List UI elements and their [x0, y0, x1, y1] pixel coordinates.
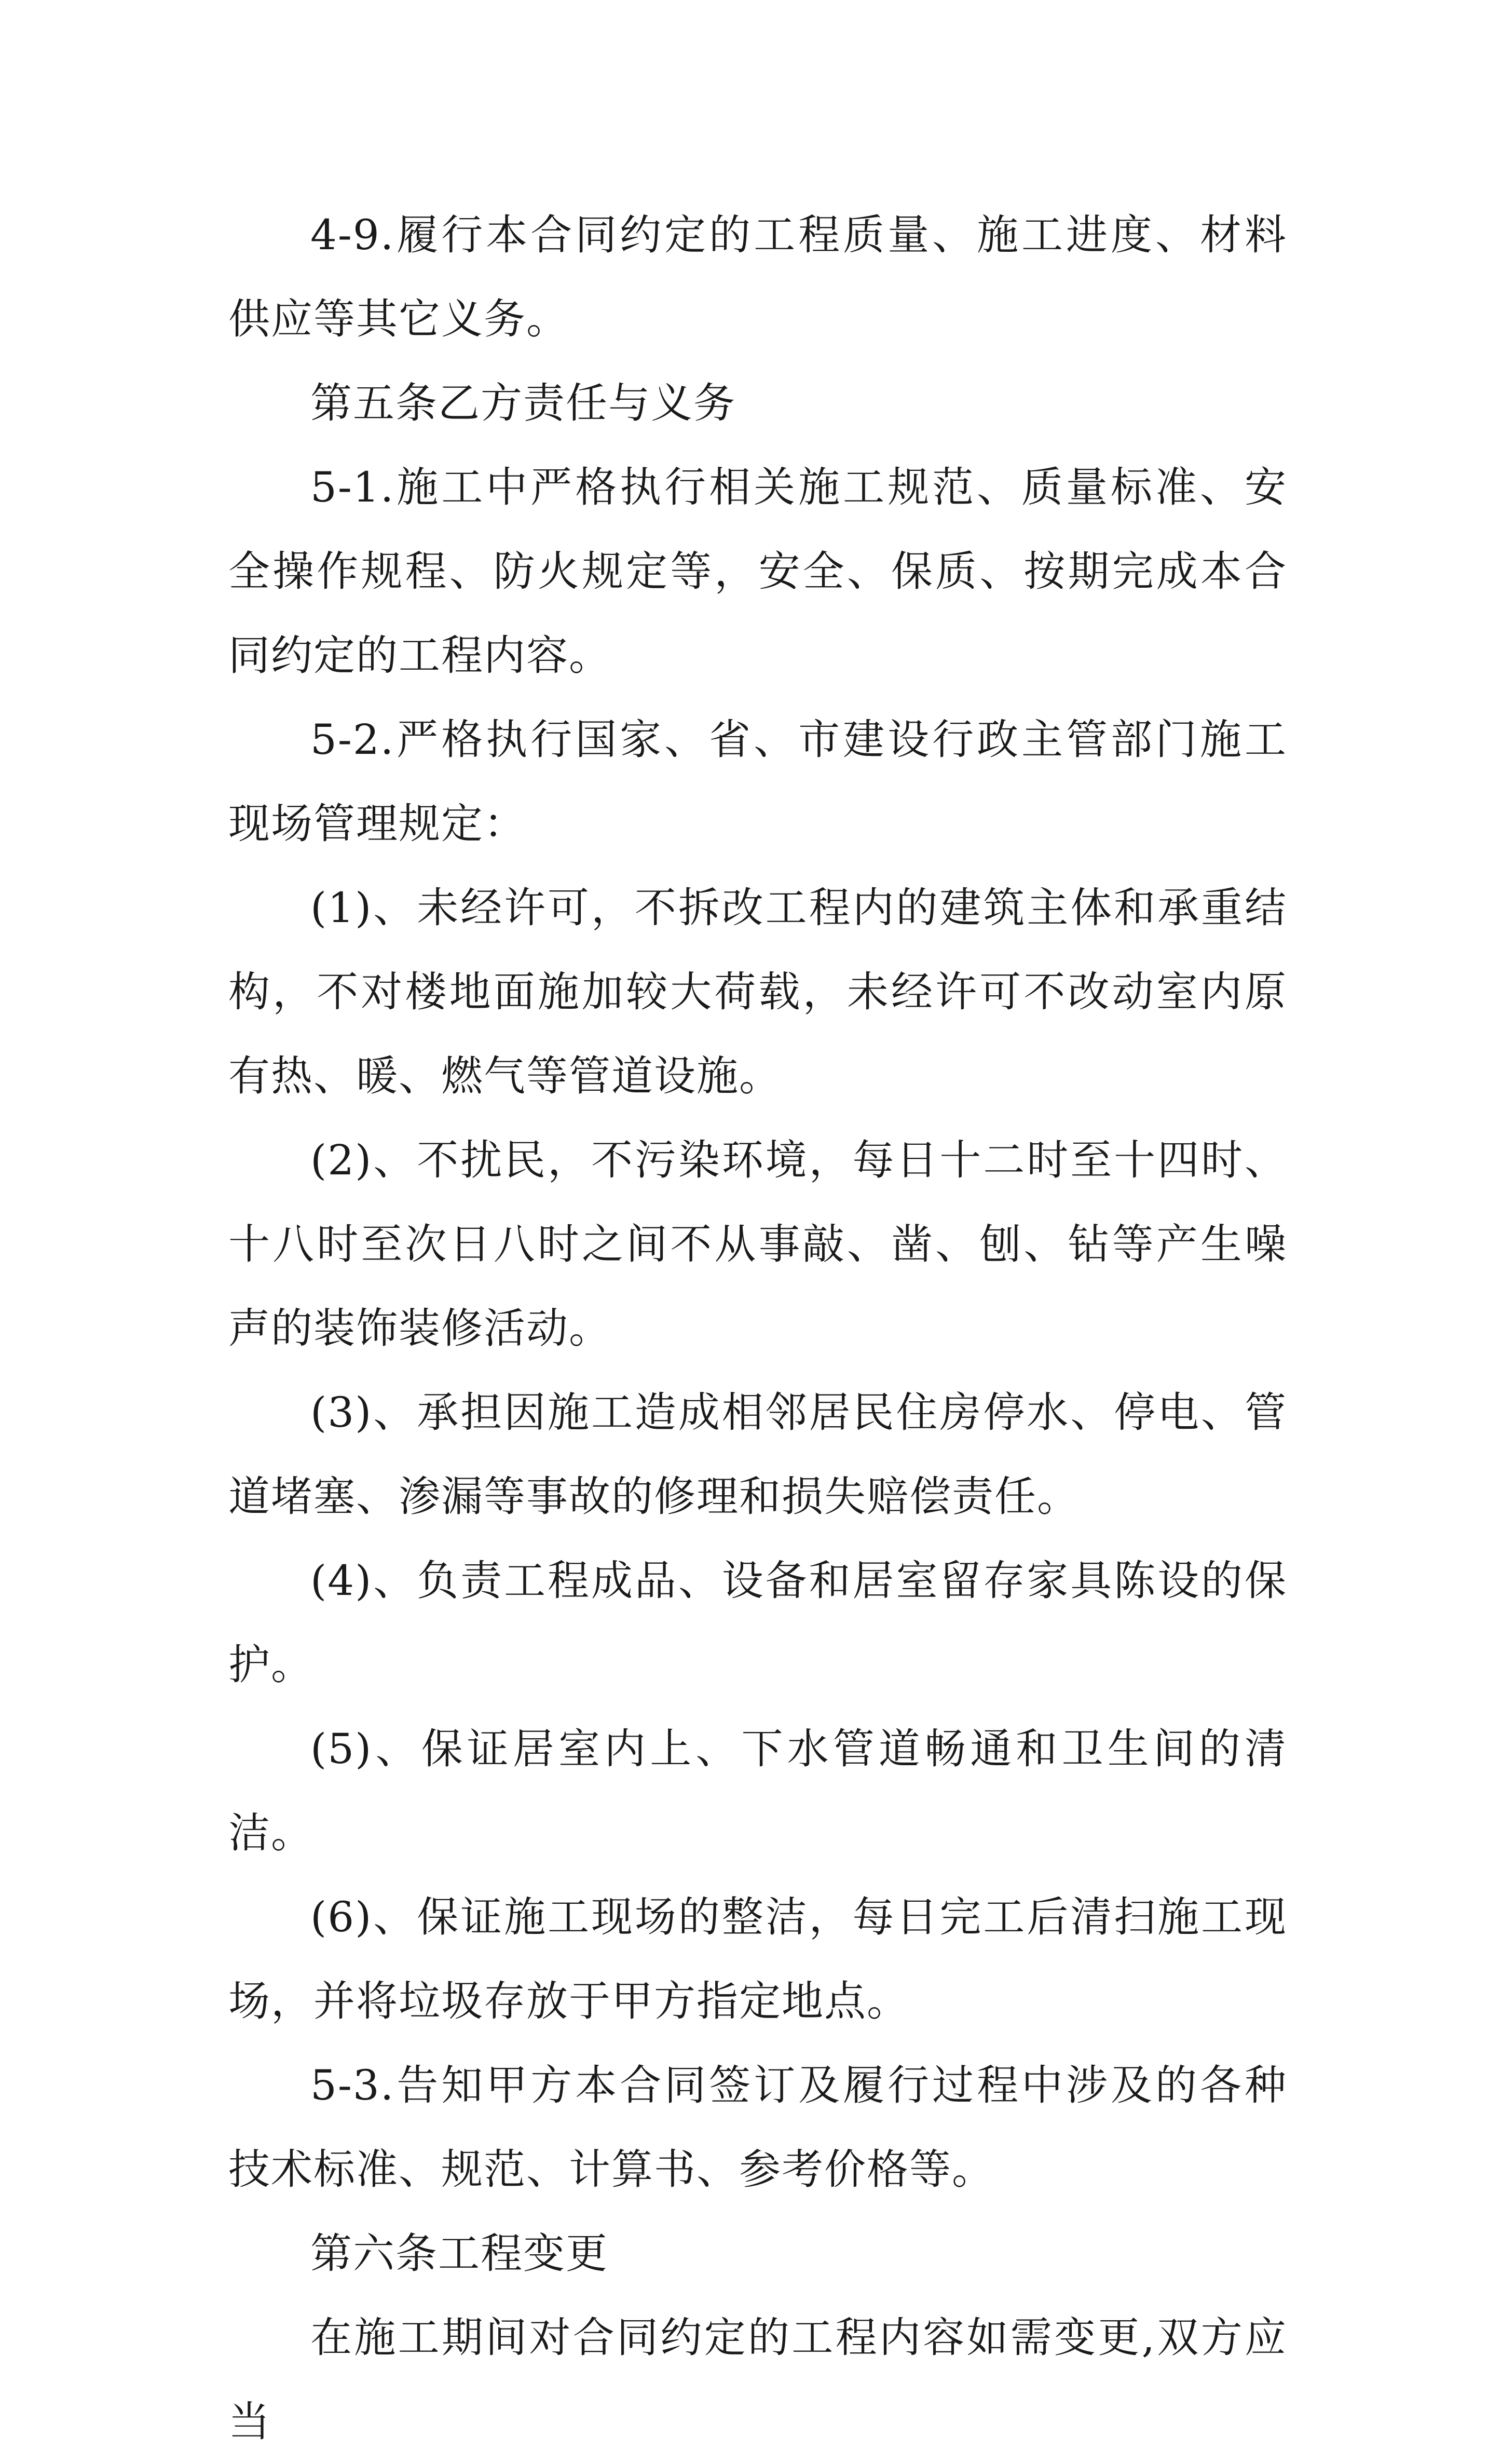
- paragraph-5-3: 5-3.告知甲方本合同签订及履行过程中涉及的各种技术标准、规范、计算书、参考价格等。: [228, 2061, 1287, 2194]
- item-3: (3)、承担因施工造成相邻居民住房停水、停电、管道堵塞、渗漏等事故的修理和损失赔偿责任。: [228, 1388, 1287, 1521]
- item-6: (6)、保证施工现场的整洁，每日完工后清扫施工现场，并将垃圾存放于甲方指定地点。: [228, 1893, 1287, 2025]
- item-2: (2)、不扰民，不污染环境，每日十二时至十四时、十八时至次日八时之间不从事敲、凿、刨、钻等产生噪声的装饰装修活动。: [228, 1136, 1287, 1352]
- item-4: (4)、负责工程成品、设备和居室留存家具陈设的保护。: [228, 1556, 1287, 1689]
- paragraph-4-9: 4-9.履行本合同约定的工程质量、施工进度、材料供应等其它义务。: [228, 211, 1287, 343]
- item-5: (5)、保证居室内上、下水管道畅通和卫生间的清洁。: [228, 1725, 1287, 1857]
- heading-article-5: 第五条乙方责任与义务: [310, 379, 736, 427]
- paragraph-5-1: 5-1.施工中严格执行相关施工规范、质量标准、安全操作规程、防火规定等，安全、保质、按期完成本合同约定的工程内容。: [228, 463, 1287, 680]
- heading-article-6: 第六条工程变更: [310, 2229, 608, 2278]
- item-1: (1)、未经许可，不拆改工程内的建筑主体和承重结构，不对楼地面施加较大荷载，未经许可不改动室内原有热、暖、燃气等管道设施。: [228, 884, 1287, 1100]
- document-body: [228, 193, 1287, 2464]
- paragraph-5-2: 5-2.严格执行国家、省、市建设行政主管部门施工现场管理规定：: [228, 715, 1287, 848]
- paragraph-article-6: 在施工期间对合同约定的工程内容如需变更,双方应当: [228, 2313, 1287, 2446]
